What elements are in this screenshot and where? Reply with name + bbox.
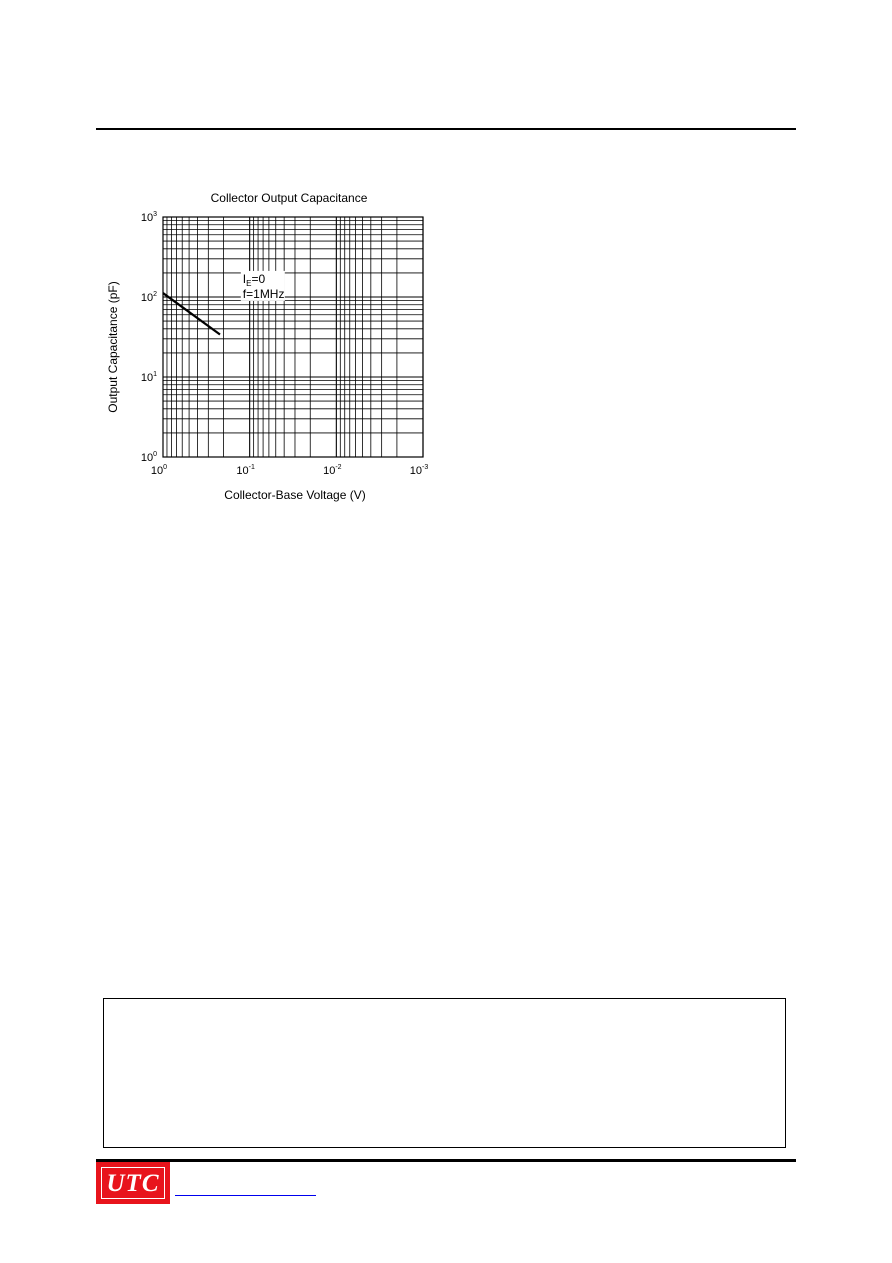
x-tick-label — [323, 464, 342, 477]
annotation-layer — [241, 271, 285, 301]
y-tick-label — [141, 371, 157, 384]
x-tick-exp: -1 — [248, 464, 255, 471]
website-link-underline[interactable] — [175, 1195, 316, 1196]
capacitance-chart — [100, 182, 445, 512]
x-tick-base: 10 — [409, 465, 423, 477]
x-tick-label — [236, 464, 255, 477]
x-tick-exp: -3 — [422, 464, 429, 471]
chart-title: Collector Output Capacitance — [210, 191, 368, 205]
x-tick-base: 10 — [323, 465, 336, 477]
chart-svg — [100, 182, 445, 512]
y-tick-exp: 0 — [153, 451, 157, 458]
y-tick-base: 10 — [140, 212, 154, 224]
x-tick-label — [151, 464, 167, 477]
y-tick-exp: 3 — [153, 211, 157, 218]
utc-logo — [96, 1162, 170, 1204]
y-tick-label — [141, 291, 157, 304]
x-tick-exp: 0 — [163, 464, 168, 471]
y-tick-exp: 2 — [153, 291, 157, 298]
x-axis-label: Collector-Base Voltage (V) — [224, 488, 366, 502]
x-tick-label — [410, 464, 429, 477]
x-tick-base: 10 — [236, 465, 249, 477]
annotation-ie-sub: E — [246, 278, 252, 288]
annotation-freq: f=1MHz — [242, 286, 285, 301]
logo-text: UTC — [106, 1170, 160, 1197]
y-tick-label — [141, 451, 157, 464]
y-tick-label — [141, 211, 157, 224]
x-tick-exp: -2 — [335, 464, 342, 471]
disclaimer-box — [103, 998, 786, 1148]
y-tick-base: 10 — [140, 372, 154, 384]
tick-labels — [141, 211, 428, 477]
annotation-ie-main: I — [242, 271, 247, 286]
y-tick-exp: 1 — [153, 371, 157, 378]
annotation-ie-rest: =0 — [251, 271, 266, 286]
y-tick-base: 10 — [140, 452, 154, 464]
chart-grid — [163, 217, 423, 457]
footer-rule — [96, 1159, 796, 1162]
x-tick-base: 10 — [150, 465, 164, 477]
plot-frame — [163, 217, 423, 457]
y-axis-label: Output Capacitance (pF) — [106, 281, 120, 413]
header-rule — [96, 128, 796, 130]
y-tick-base: 10 — [140, 292, 154, 304]
